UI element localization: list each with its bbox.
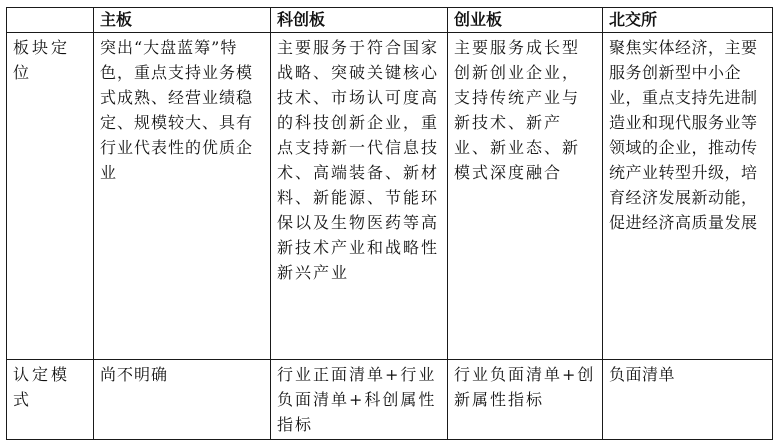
cell-text: 行业负面清单+创新属性指标 — [454, 365, 596, 409]
cell-text: 行业正面清单+行业负面清单+科创属性指标 — [277, 365, 437, 434]
cell-text: 聚焦实体经济，主要服务创新型中小企业，重点支持先进制造业和现代服务业等领域的企业，推动传统产业转型升级，培育经济发展新动能，促进经济高质量发展 — [609, 38, 758, 232]
cell-text: 主要服务成长型创新创业企业，支持传统产业与新技术、新产业、新业态、新模式深度融合 — [454, 38, 581, 182]
cell-bse-identification — [603, 360, 773, 440]
row-label-identification-mode: 认定模式 — [7, 360, 94, 440]
cell-text: 突出“大盘蓝筹”特色，重点支持业务模式成熟、经营业绩稳定、规模较大、具有行业代表性的优质企业 — [100, 38, 254, 182]
cell-main-board-positioning — [94, 33, 271, 360]
header-chinext: 创业板 — [448, 8, 603, 33]
board-comparison-table — [6, 7, 773, 440]
cell-chinext-identification — [448, 360, 603, 440]
cell-text: 负面清单 — [609, 365, 676, 384]
header-row — [7, 8, 773, 33]
cell-star-market-identification — [271, 360, 448, 440]
header-star-market: 科创板 — [271, 8, 448, 33]
header-main-board: 主板 — [94, 8, 271, 33]
cell-chinext-positioning — [448, 33, 603, 360]
cell-text: 尚不明确 — [100, 365, 169, 384]
header-bse: 北交所 — [603, 8, 773, 33]
cell-main-board-identification — [94, 360, 271, 440]
cell-bse-positioning — [603, 33, 773, 360]
header-corner-cell — [7, 8, 94, 33]
cell-text: 主要服务于符合国家战略、突破关键核心技术、市场认可度高的科技创新企业，重点支持新一代信息技术、高端装备、新材料、新能源、节能环保以及生物医药等高新技术产业和战略性新兴产业 — [277, 38, 440, 282]
table-row-board-positioning — [7, 33, 773, 360]
row-label-board-positioning: 板块定位 — [7, 33, 94, 360]
table-row-identification-mode — [7, 360, 773, 440]
cell-star-market-positioning — [271, 33, 448, 360]
